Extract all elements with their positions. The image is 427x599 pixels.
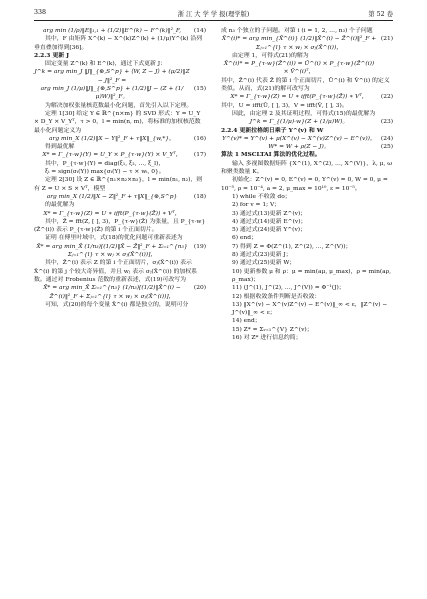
paragraph: 其中，U = ifft(Ū, [ ], 3)，V = ifft(V̄, [ ], 3)。	[221, 102, 348, 109]
section-heading: 2.2.3 更新 J	[34, 51, 70, 59]
algorithm-step: 16) 对 Z* 进行信息约简；	[232, 334, 302, 341]
equation-number: (23)	[380, 119, 393, 126]
equation-number: (25)	[380, 144, 393, 151]
equation-text: X* = Γ_{τ·w}(Z) = U ∗ ifft(P_{τ·w}(Z̄)) ∗ Vᵀ，	[230, 94, 368, 101]
equation	[34, 85, 206, 102]
paragraph: 其中，Z̄^(i) 表示 Z 的第 i 个正面切片，σⱼ(X̄^(i)) 表示 X̄^(i) 的第 j 个较大奇异值，并且 wⱼ 表示 σⱼ(X̄^(i)) 的加权系数。通过对 Frobenius 范数的重新表述，式(19)可改写为	[34, 260, 198, 283]
paragraph: 其中，Z̄ = fft(Z, [ ], 3)，P_{τ·w}(Z̄) 为张量，且 P_{τ·w}(Z̄^(i)) 表示 P_{τ·w}(Z̄) 的第 i 个正面切片。	[34, 218, 206, 234]
equation-number: (16)	[193, 135, 206, 142]
algorithm-step: 12) 根据收敛条件判断是否收敛：	[232, 293, 321, 300]
paragraph: 定理 2[30] 设 Z ∈ ℝ^{n₁×n₂×n₃}，l = min(n₁, n₂)，则有 Z = U × S × Vᵀ，模型	[34, 177, 203, 192]
paragraph: 为解决加权张量核范数最小化问题，首先引入以下定理。	[45, 102, 193, 109]
equation-text: X* = Γ_{τ·w}(Y) = U_Y × P_{τ·w}(Y) × V_Yᵀ，	[42, 152, 182, 159]
paragraph: 初始化：Z^(v) = 0, E^(v) = 0, Y^(v) = 0, W = 0, μ = 10⁻⁵, ρ = 10⁻⁴, a = 2, μ_max = 10¹⁰, ε = 10⁻⁵。	[221, 177, 388, 192]
paragraph: 由定理 1，可得式(21)的解为	[232, 52, 309, 59]
algorithm-step: 7) 得到 Z = Φ(Z^(1), Z^(2), …, Z^(V))；	[232, 243, 352, 250]
paragraph: 成 n₃ 个独立的子问题。对第 i (i = 1, 2, …, n₃) 个子问题	[221, 28, 373, 34]
equation-text: X̄* = arg min_X̄ Σᵢ₌₁^{n₃} (1/n₃)[(1/2)‖X̄^(i) − Z̄^(i)‖²_F + Σⱼ₌₁^{l} τ × wⱼ × σⱼ(X̄^(i))]，	[43, 285, 181, 300]
equation	[221, 60, 393, 77]
equation-text: arg min_X (1/2)‖X − Y‖²_F + τ‖X‖_{w,*}，	[49, 135, 175, 142]
equation-number: (15)	[193, 86, 206, 93]
equation-number: (18)	[193, 193, 206, 200]
paragraph: 固定变量 Z^(k) 和 E^(k)，通过下式更新 J：	[45, 61, 167, 68]
equation-text: arg min_X (1/2)‖X − Z‖²_F + τ‖X‖_{⊛,S^p}	[46, 193, 178, 200]
page-header	[34, 8, 393, 21]
equation	[34, 210, 206, 218]
left-column	[34, 27, 206, 309]
algorithm-step: 4) 通过式(14)更新 E^(v)；	[232, 218, 307, 225]
algorithm-step: 5) 通过式(24)更新 Y^(v)；	[232, 227, 306, 234]
paragraph: ξᵢ = sign(σᵢ(Y)) max{σᵢ(Y) − τ × wᵢ, 0}。	[45, 169, 165, 176]
algorithm-step: 9) 通过式(25)更新 W；	[232, 260, 296, 267]
volume-label: 第 52 卷	[368, 11, 393, 18]
equation-text: J^k = Γ_{(1/μ)·w}(Z + (1/μ)W)。	[249, 119, 349, 126]
paragraph: 可知，式(20)的每个变量 X̄^(i) 都是独立的，说明可分	[45, 301, 189, 308]
equation	[221, 93, 393, 101]
equation-number: (19)	[193, 243, 206, 250]
equation-number: (22)	[380, 94, 393, 101]
equation	[34, 284, 206, 301]
equation	[34, 243, 206, 260]
algorithm-step: 3) 通过式(13)更新 Z^(v)；	[232, 210, 307, 217]
equation	[221, 35, 393, 52]
equation	[221, 143, 393, 151]
algorithm-step: 6) end；	[232, 235, 257, 242]
algorithm-step: 2) for v = 1; V；	[232, 202, 281, 209]
right-column	[221, 27, 393, 342]
equation-text: arg min (1/ρ)‖E‖₁,₁ + (1/2)‖E^(k) − F^(k)‖²_F,	[43, 28, 181, 34]
equation	[34, 27, 206, 35]
paragraph: 定理 1[30] 给定 Y ∈ ℝ^{n×m} 的 SVD 形式：Y = U_Y × D_Y × V_Yᵀ，τ > 0，l = min(n, m)，将标准的加权核范数最小化问题定义为	[34, 110, 201, 134]
equation-number: (20)	[193, 285, 206, 292]
equation-number: (17)	[193, 152, 206, 159]
paragraph: 其中，P_{τ·w}(Y) = diag(ξ₁, ξ₂, …, ξ_l)，	[45, 160, 165, 167]
equation-text: arg min_J (1/μ)‖J‖_{⊛,S^p} + (1/2)‖J − (Z + (1/μ)W)‖²_F。	[40, 86, 184, 101]
equation-number: (24)	[380, 135, 393, 142]
equation-text: X̄* = arg min_X̄ (1/n₃)[(1/2)‖X̄ − Z̄‖²_F + Σᵢ₌₁^{n₃} Σⱼ₌₁^{l} τ × wⱼ × σⱼ(X̄^(i))]，	[36, 243, 188, 259]
equation-text: W* = W + ρ(Z − J)。	[268, 144, 330, 151]
algorithm-step: 8) 通过式(23)更新 J；	[232, 252, 292, 259]
equation-text: Y^(v)* = Y^(v) + μ(X^(v) − X^(v)Z^(v) − E^(v))，	[222, 135, 376, 142]
equation	[34, 193, 206, 201]
paragraph: 因此，由定理 2 及其证明过程，可得式(15)的最优解为	[232, 110, 376, 117]
equation-text: X̄^(i)* = P_{τ·w}(Z̄^(i)) = Ū^(i) × P_{τ·w}(Z̄^(i)) × V̄^(i)ᵀ，	[223, 61, 375, 76]
journal-name: 浙 江 大 学 学 报(理学版)	[177, 11, 250, 18]
algorithm-title: 算法 1 MSCLTAI 算法的优化过程。	[221, 151, 321, 159]
equation-text: X̄^(i)* = arg min_{X̄^(i)} (1/2)‖X̄^(i) − Z̄^(i)‖²_F + Σⱼ₌₁^{l} τ × wⱼ × σⱼ(X̄^(i))，	[221, 36, 377, 51]
section-heading: 2.2.4 更新拉格朗日乘子 Y^(v) 和 W	[221, 126, 324, 134]
paragraph: 输入 多视图数据矩阵 {X^(1), X^(2), …, X^(V)}，λ, μ, ω 和聚类数量 K。	[221, 160, 393, 176]
algorithm-step: 11) (J^(1), J^(2), …, J^(V)) = Φ⁻¹(J)；	[232, 285, 345, 292]
equation-text: J^k = arg min_J ‖J‖_{⊛,S^p} + ⟨W, Z − J⟩ + (μ/2)‖Z − J‖²_F =	[34, 69, 190, 84]
paragraph: 其中，Z̄^(i) 代表 Z̄ 的第 i 个正面切片，Ū^(i) 和 V̄^(i) 的定义类似。从而，式(21)的解可改写为	[221, 77, 390, 93]
equation	[34, 151, 206, 159]
algorithm-step: 15) Z* = Σᵥ₌₁^{V} Z^(v)；	[232, 326, 313, 333]
paragraph: 得到最优解	[45, 144, 75, 151]
algorithm-step: 14) end；	[232, 318, 261, 325]
equation-number: (14)	[193, 28, 206, 34]
equation	[34, 135, 206, 143]
paragraph: 的最优解为	[45, 202, 75, 209]
algorithm-step: 10) 更新参数 μ 和 ρ：μ = min(aμ, μ_max)，ρ = min(aρ, ρ_max)；	[232, 268, 392, 283]
paragraph: 其中，F 由矩阵 X^(k) − X^(k)Z^(k) + (1/μ)Y^(k) 沿列垂直叠加得到[36]。	[34, 36, 203, 51]
equation	[221, 135, 393, 143]
equation-number: (21)	[380, 36, 393, 43]
equation	[221, 118, 393, 126]
equation	[34, 68, 206, 85]
equation-text: X* = Γ_{τ·w}(Z) = U ∗ ifft(P_{τ·w}(Z̄)) ∗ Vᵀ，	[43, 210, 181, 217]
algorithm-step: 1) while 不收敛 do；	[232, 193, 291, 200]
paragraph: 证明 在傅里叶域中，式(18)的优化问题可重新表述为	[45, 235, 183, 242]
algorithm-step: 13) ‖X^(v) − X^(v)Z^(v) − E^(v)‖_∞ < ε，‖Z^(v) − J^(v)‖_∞ < ε；	[232, 301, 388, 317]
page-number: 338	[34, 9, 47, 16]
